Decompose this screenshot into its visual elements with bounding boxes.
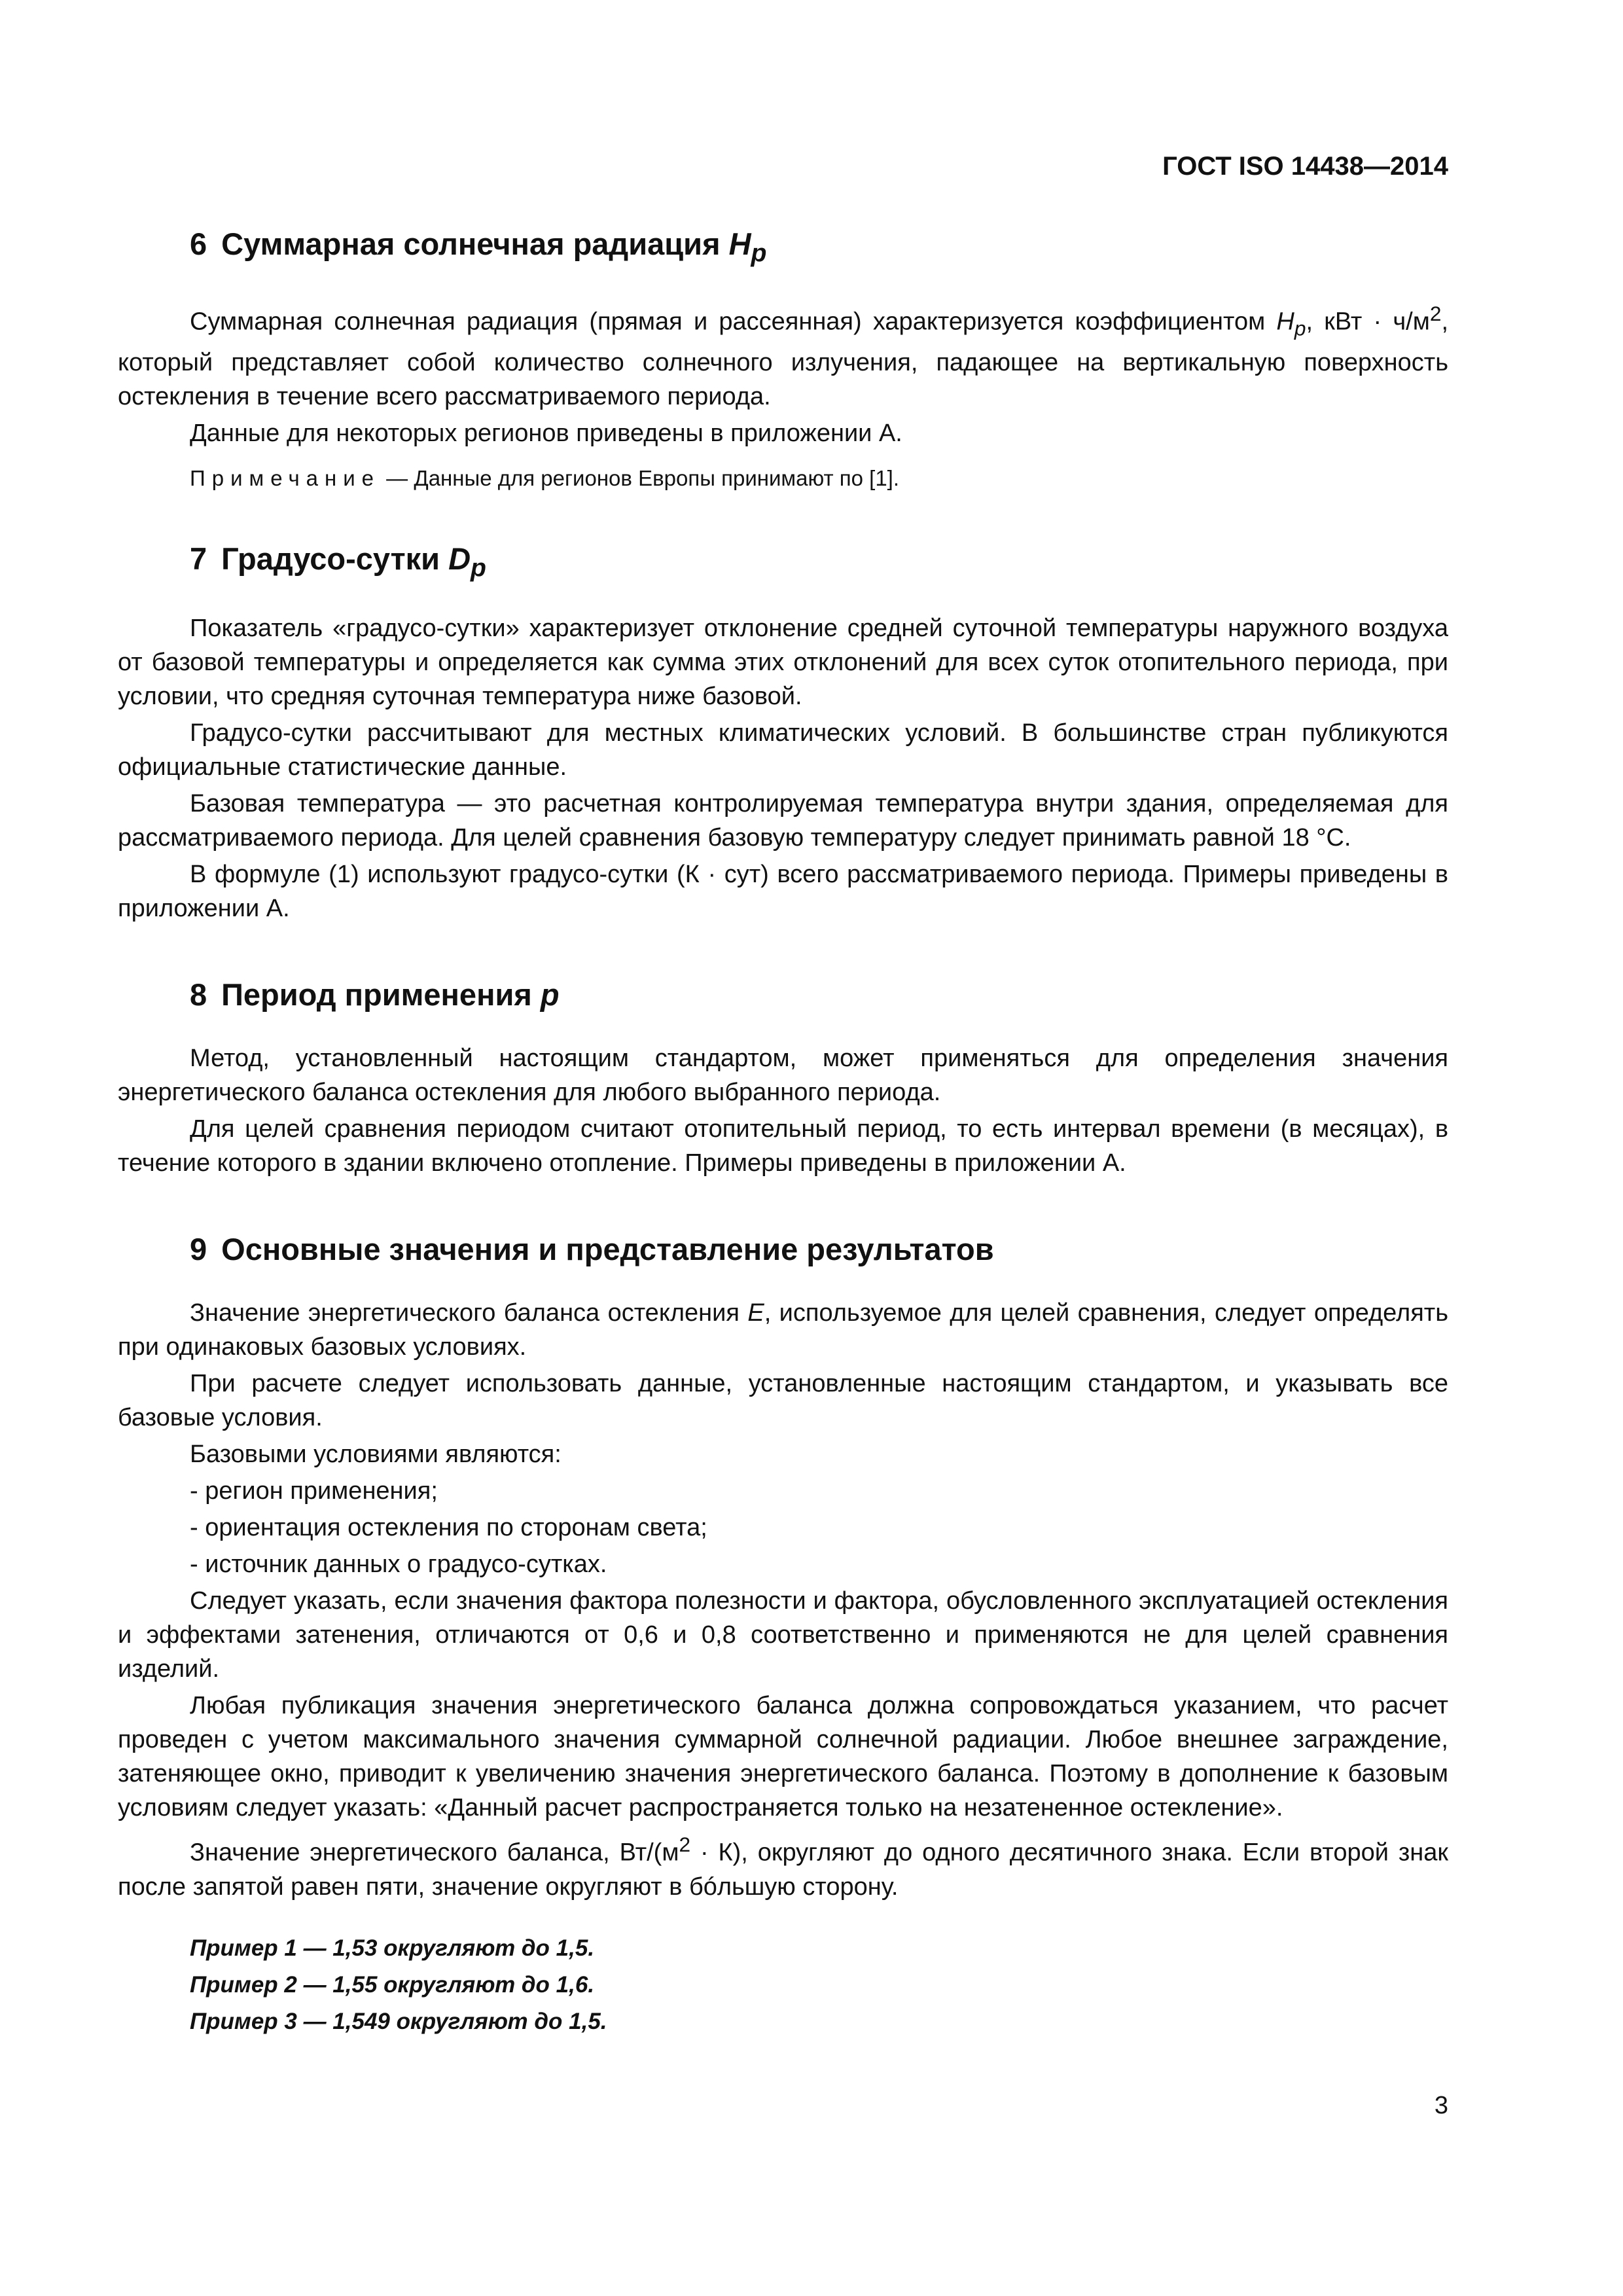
- paragraph: Метод, установленный настоящим стандартом, может применяться для определения значения энергетического баланса остекления для любого выбранного периода.: [118, 1045, 1448, 1107]
- paragraph: При расчете следует использовать данные, установленные настоящим стандартом, и указывать все базовые условия.: [118, 1370, 1448, 1432]
- document-id-header: ГОСТ ISO 14438—2014: [1162, 152, 1448, 181]
- section-symbol: p: [540, 977, 560, 1013]
- paragraph: Значение энергетического баланса остекления E, используемое для целей сравнения, следует определять при одинаковых базовых условиях.: [118, 1299, 1448, 1361]
- list-item: - источник данных о градусо-сутках.: [190, 1551, 607, 1579]
- note: [118, 462, 1448, 495]
- paragraph: Базовая температура — это расчетная контролируемая температура внутри здания, определяемая для рассматриваемого периода. Для целей сравнения базовую температуру следует принимать равной 18 °С.: [118, 790, 1448, 852]
- section-title-text: Период применения: [221, 977, 532, 1013]
- example-item: Пример 1 — 1,53 округляют до 1,5.: [190, 1935, 595, 1961]
- section-number: 7: [190, 541, 207, 576]
- section-number: 9: [190, 1232, 207, 1267]
- section-6: [118, 226, 1448, 495]
- section-title-text: Суммарная солнечная радиация: [221, 226, 721, 261]
- example-item: Пример 2 — 1,55 округляют до 1,6.: [190, 1971, 595, 1998]
- paragraph: Суммарная солнечная радиация (прямая и рассеянная) характеризуется коэффициентом $H_p$, кВт · $ч/м^2$, который представляет собой количество солнечного излучения, падающее на вертикальную поверхность остекления в течение всего рассматриваемого периода.: [118, 302, 1449, 410]
- section-number: 8: [190, 977, 207, 1013]
- paragraph: Данные для некоторых регионов приведены в приложении А.: [190, 419, 902, 447]
- list-item: - ориентация остекления по сторонам света;: [190, 1514, 707, 1542]
- section-9: [118, 1231, 1448, 2040]
- paragraph: Показатель «градусо-сутки» характеризует отклонение средней суточной температуры наружного воздуха от базовой температуры и определяется как сумма этих отклонений для всех суток отопительного периода, при условии, что средняя суточная температура ниже базовой.: [118, 615, 1448, 711]
- section-symbol: $H_p$: [728, 226, 767, 268]
- paragraph: Базовыми условиями являются:: [190, 1441, 562, 1469]
- paragraph: Значение энергетического баланса, $Вт/(м^2 \cdot К)$, округляют до одного десятичного знака. Если второй знак после запятой равен пяти, значение округляют в бóльшую сторону.: [118, 1833, 1448, 1901]
- paragraph: Следует указать, если значения фактора полезности и фактора, обусловленного эксплуатацией остекления и эффектами затенения, отличаются от 0,6 и 0,8 соответственно и применяются не для целей сравнения изделий.: [118, 1587, 1448, 1683]
- section-8: [118, 977, 1448, 1180]
- section-6-title: [118, 226, 1448, 268]
- examples-block: [118, 1930, 1448, 2040]
- note-text: — Данные для регионов Европы принимают по [1].: [380, 465, 900, 490]
- main-content: [118, 226, 1448, 2091]
- paragraph: Градусо-сутки рассчитывают для местных климатических условий. В большинстве стран публикуются официальные статистические данные.: [118, 719, 1448, 781]
- section-number: 6: [190, 226, 207, 261]
- paragraph: В формуле (1) используют градусо-сутки (К · сут) всего рассматриваемого периода. Примеры приведены в приложении А.: [118, 861, 1448, 923]
- section-7-title: [118, 541, 1448, 583]
- note-label: Примечание: [190, 465, 381, 490]
- example-item: Пример 3 — 1,549 округляют до 1,5.: [190, 2008, 607, 2034]
- section-title-text: Градусо-сутки: [221, 541, 440, 576]
- page-number: 3: [1434, 2092, 1448, 2119]
- section-symbol: $D_p$: [448, 541, 486, 583]
- section-title-text: Основные значения и представление результатов: [221, 1232, 994, 1267]
- section-8-title: [118, 977, 1448, 1013]
- section-9-title: [118, 1231, 1448, 1267]
- paragraph: Любая публикация значения энергетического баланса должна сопровождаться указанием, что расчет проведен с учетом максимального значения суммарной солнечной радиации. Любое внешнее заграждение, затеняющее окно, приводит к увеличению значения энергетического баланса. Поэтому в дополнение к базовым условиям следует указать: «Данный расчет распространяется только на незатененное остекление».: [118, 1692, 1448, 1822]
- paragraph: Для целей сравнения периодом считают отопительный период, то есть интервал времени (в месяцах), в течение которого в здании включено отопление. Примеры приведены в приложении А.: [118, 1115, 1448, 1177]
- list-item: - регион применения;: [190, 1477, 438, 1505]
- section-7: [118, 541, 1448, 925]
